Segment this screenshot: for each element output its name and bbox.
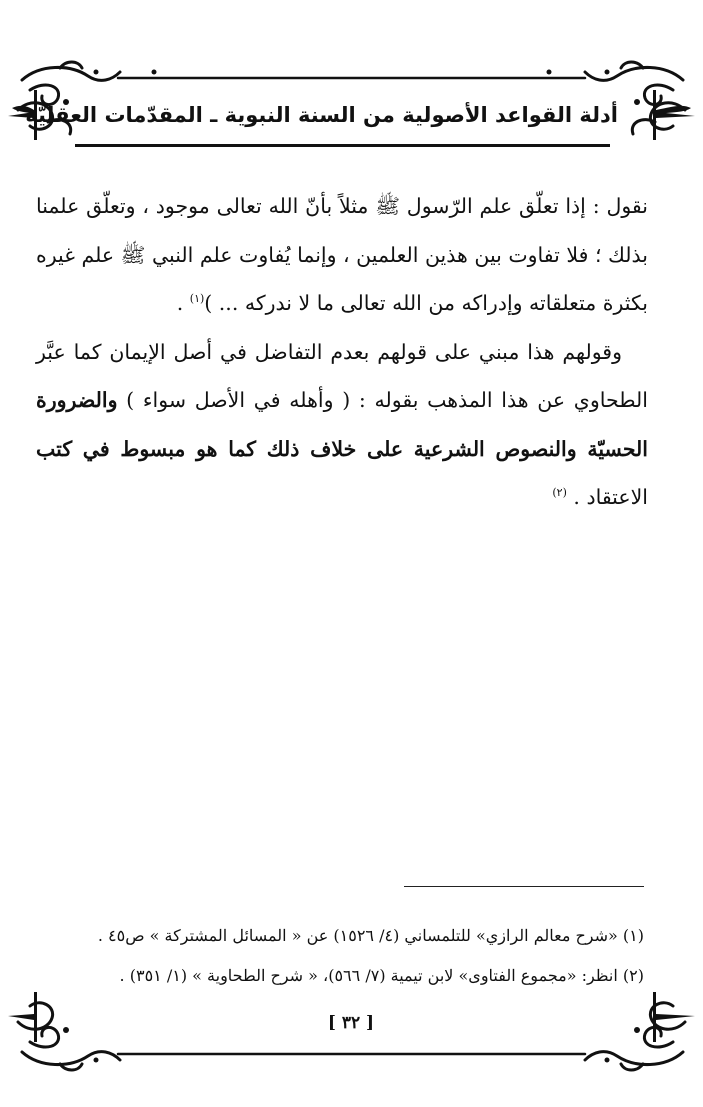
main-text [36,182,648,522]
page-number: [ ٣٢ ] [327,1013,375,1033]
paragraph-2-bold-text: والضرورة الحسيّة والنصوص الشرعية على خلاف ذلك كما هو مبسوط في كتب [36,388,648,461]
header-rule [75,144,610,147]
footnote-ref-1: (١) [189,292,205,306]
footnote-2: (٢) انظر: «مجموع الفتاوى» لابن تيمية (٧/ ٥٦٦)، « شرح الطحاوية » (١/ ٣٥١) . [119,966,644,985]
paragraph-1-text: نقول : إذا تعلّق علم الرّسول ﷺ مثلاً بأنّ الله تعالى موجود ، وتعلّق علمنا بذلك ؛ فلا تفاوت بين هذين العلمين ، وإنما يُفاوت علم النبي ﷺ علم غيره بكثرة متعلقاته وإدراكه من الله تعالى ما لا ندركه ... ) [36,194,648,315]
bottom-ornament-border [0,992,703,1082]
footnotes [40,916,644,996]
footnote-separator [404,886,644,887]
paragraph-2-text: وقولهم هذا مبني على قولهم بعدم التفاضل في أصل الإيمان كما عبَّر الطحاوي عن هذا المذهب بقوله : ( وأهله في الأصل سواء ) [36,339,648,412]
paragraph-2-end: الاعتقاد . [566,485,648,509]
running-title: أدلة القواعد الأصولية من السنة النبوية ـ المقدّمات العقليّة [25,103,618,127]
paragraph-1-end: . [176,291,190,315]
footnote-ref-2: (٢) [552,486,567,500]
paragraph-2 [36,328,648,522]
paragraph-1 [36,182,648,328]
footnote-1: (١) «شرح معالم الرازي» للتلمساني (٤/ ١٥٢٦) عن « المسائل المشتركة » ص٤٥ . [97,926,644,945]
